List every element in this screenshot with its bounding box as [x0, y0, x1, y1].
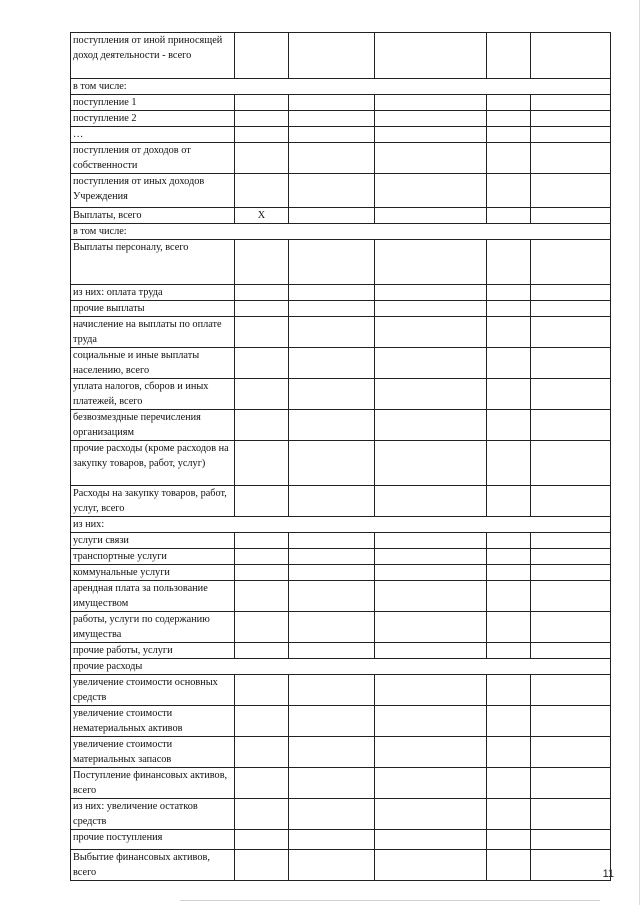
section-label: в том числе: — [71, 79, 611, 95]
value-cell — [487, 486, 531, 517]
value-cell — [531, 486, 611, 517]
value-cell — [487, 285, 531, 301]
value-cell — [487, 675, 531, 706]
table-row — [71, 533, 611, 549]
row-label: увеличение стоимости материальных запасов — [71, 737, 235, 768]
value-cell — [235, 127, 289, 143]
row-label: прочие поступления — [71, 830, 235, 850]
value-cell — [289, 410, 375, 441]
table-section-row — [71, 659, 611, 675]
value-cell — [375, 768, 487, 799]
value-cell — [487, 830, 531, 850]
value-cell — [289, 799, 375, 830]
value-cell — [531, 706, 611, 737]
row-label: поступление 2 — [71, 111, 235, 127]
row-label: … — [71, 127, 235, 143]
value-cell — [289, 441, 375, 486]
value-cell — [487, 706, 531, 737]
value-cell — [375, 581, 487, 612]
table-row — [71, 240, 611, 285]
value-cell — [487, 348, 531, 379]
value-cell — [289, 317, 375, 348]
table-section-row — [71, 517, 611, 533]
value-cell — [235, 675, 289, 706]
table-section-row — [71, 224, 611, 240]
table-row — [71, 317, 611, 348]
row-label: Расходы на закупку товаров, работ, услуг, всего — [71, 486, 235, 517]
value-cell — [375, 549, 487, 565]
value-cell — [289, 830, 375, 850]
value-cell — [289, 706, 375, 737]
value-cell — [487, 410, 531, 441]
value-cell — [235, 768, 289, 799]
value-cell — [289, 612, 375, 643]
value-cell — [487, 127, 531, 143]
table-row — [71, 549, 611, 565]
table-row — [71, 643, 611, 659]
table-row — [71, 441, 611, 486]
row-label: Выплаты, всего — [71, 208, 235, 224]
row-label: прочие работы, услуги — [71, 643, 235, 659]
value-cell — [531, 581, 611, 612]
table-row — [71, 208, 611, 224]
value-cell — [289, 486, 375, 517]
value-cell — [289, 174, 375, 208]
value-cell — [375, 127, 487, 143]
value-cell — [487, 581, 531, 612]
value-cell — [235, 317, 289, 348]
value-cell — [531, 127, 611, 143]
value-cell — [235, 850, 289, 881]
cell-mark: X — [235, 208, 289, 224]
table-row — [71, 768, 611, 799]
value-cell — [289, 301, 375, 317]
value-cell — [235, 549, 289, 565]
row-label: поступления от доходов от собственности — [71, 143, 235, 174]
row-label: увеличение стоимости основных средств — [71, 675, 235, 706]
value-cell — [487, 33, 531, 79]
table-row — [71, 799, 611, 830]
value-cell — [289, 348, 375, 379]
row-label: услуги связи — [71, 533, 235, 549]
value-cell — [289, 675, 375, 706]
value-cell — [531, 33, 611, 79]
row-label: Выплаты персоналу, всего — [71, 240, 235, 285]
value-cell — [375, 348, 487, 379]
value-cell — [531, 612, 611, 643]
value-cell — [289, 565, 375, 581]
value-cell — [289, 285, 375, 301]
section-label: прочие расходы — [71, 659, 611, 675]
value-cell — [531, 240, 611, 285]
value-cell — [375, 799, 487, 830]
value-cell — [487, 850, 531, 881]
section-label: в том числе: — [71, 224, 611, 240]
value-cell — [235, 379, 289, 410]
value-cell — [531, 643, 611, 659]
row-label: безвозмездные перечисления организациям — [71, 410, 235, 441]
table-row — [71, 830, 611, 850]
table-row — [71, 706, 611, 737]
value-cell — [375, 675, 487, 706]
row-label: из них: увеличение остатков средств — [71, 799, 235, 830]
value-cell — [487, 111, 531, 127]
table-body — [71, 33, 611, 881]
table-row — [71, 612, 611, 643]
table-row — [71, 174, 611, 208]
value-cell — [289, 850, 375, 881]
value-cell — [375, 830, 487, 850]
value-cell — [235, 240, 289, 285]
table-row — [71, 410, 611, 441]
value-cell — [531, 174, 611, 208]
value-cell — [235, 143, 289, 174]
value-cell — [235, 830, 289, 850]
value-cell — [235, 581, 289, 612]
section-label: из них: — [71, 517, 611, 533]
value-cell — [531, 675, 611, 706]
value-cell — [487, 208, 531, 224]
value-cell — [235, 33, 289, 79]
value-cell — [375, 95, 487, 111]
value-cell — [289, 581, 375, 612]
value-cell — [375, 174, 487, 208]
table-row — [71, 379, 611, 410]
value-cell — [487, 565, 531, 581]
page-number: 11 — [602, 868, 614, 880]
value-cell — [289, 643, 375, 659]
row-label: Поступление финансовых активов, всего — [71, 768, 235, 799]
value-cell — [531, 441, 611, 486]
value-cell — [531, 737, 611, 768]
value-cell — [375, 565, 487, 581]
table-row — [71, 486, 611, 517]
value-cell — [289, 143, 375, 174]
row-label: поступления от иных доходов Учреждения — [71, 174, 235, 208]
table-row — [71, 850, 611, 881]
value-cell — [375, 533, 487, 549]
table-row — [71, 348, 611, 379]
value-cell — [235, 174, 289, 208]
value-cell — [235, 301, 289, 317]
value-cell — [289, 768, 375, 799]
value-cell — [487, 240, 531, 285]
value-cell — [375, 33, 487, 79]
value-cell — [289, 533, 375, 549]
scan-bottom-rule — [180, 900, 600, 901]
table-row — [71, 33, 611, 79]
value-cell — [235, 533, 289, 549]
value-cell — [235, 111, 289, 127]
value-cell — [235, 565, 289, 581]
value-cell — [235, 706, 289, 737]
financial-plan-table — [70, 32, 611, 881]
row-label: поступление 1 — [71, 95, 235, 111]
table-row — [71, 301, 611, 317]
value-cell — [531, 301, 611, 317]
value-cell — [289, 127, 375, 143]
value-cell — [235, 348, 289, 379]
value-cell — [235, 441, 289, 486]
value-cell — [289, 240, 375, 285]
row-label: прочие расходы (кроме расходов на закупку товаров, работ, услуг) — [71, 441, 235, 486]
value-cell — [375, 612, 487, 643]
table-row — [71, 737, 611, 768]
value-cell — [531, 143, 611, 174]
value-cell — [531, 379, 611, 410]
value-cell — [375, 441, 487, 486]
value-cell — [235, 643, 289, 659]
value-cell — [289, 737, 375, 768]
value-cell — [375, 285, 487, 301]
value-cell — [531, 830, 611, 850]
value-cell — [289, 549, 375, 565]
value-cell — [487, 612, 531, 643]
value-cell — [531, 285, 611, 301]
value-cell — [375, 379, 487, 410]
table-row — [71, 95, 611, 111]
value-cell — [487, 799, 531, 830]
row-label: социальные и иные выплаты населению, всего — [71, 348, 235, 379]
value-cell — [531, 768, 611, 799]
row-label: прочие выплаты — [71, 301, 235, 317]
row-label: транспортные услуги — [71, 549, 235, 565]
table-section-row — [71, 79, 611, 95]
value-cell — [375, 143, 487, 174]
value-cell — [289, 111, 375, 127]
value-cell — [531, 565, 611, 581]
value-cell — [487, 643, 531, 659]
table-row — [71, 127, 611, 143]
table-row — [71, 565, 611, 581]
table-row — [71, 581, 611, 612]
value-cell — [235, 737, 289, 768]
value-cell — [375, 486, 487, 517]
value-cell — [375, 111, 487, 127]
row-label: из них: оплата труда — [71, 285, 235, 301]
value-cell — [487, 379, 531, 410]
value-cell — [375, 301, 487, 317]
value-cell — [487, 301, 531, 317]
value-cell — [531, 95, 611, 111]
value-cell — [289, 379, 375, 410]
row-label: работы, услуги по содержанию имущества — [71, 612, 235, 643]
value-cell — [487, 533, 531, 549]
row-label: увеличение стоимости нематериальных активов — [71, 706, 235, 737]
value-cell — [531, 549, 611, 565]
value-cell — [375, 643, 487, 659]
row-label: Выбытие финансовых активов, всего — [71, 850, 235, 881]
value-cell — [235, 486, 289, 517]
value-cell — [289, 95, 375, 111]
value-cell — [487, 737, 531, 768]
value-cell — [531, 208, 611, 224]
value-cell — [375, 317, 487, 348]
row-label: начисление на выплаты по оплате труда — [71, 317, 235, 348]
value-cell — [375, 240, 487, 285]
value-cell — [531, 111, 611, 127]
value-cell — [487, 174, 531, 208]
value-cell — [487, 143, 531, 174]
value-cell — [487, 317, 531, 348]
value-cell — [235, 612, 289, 643]
value-cell — [289, 33, 375, 79]
table-row — [71, 111, 611, 127]
value-cell — [531, 533, 611, 549]
value-cell — [289, 208, 375, 224]
row-label: поступления от иной приносящей доход деятельности - всего — [71, 33, 235, 79]
value-cell — [235, 285, 289, 301]
value-cell — [531, 799, 611, 830]
row-label: арендная плата за пользование имуществом — [71, 581, 235, 612]
value-cell — [531, 410, 611, 441]
value-cell — [487, 768, 531, 799]
value-cell — [487, 95, 531, 111]
value-cell — [487, 441, 531, 486]
row-label: коммунальные услуги — [71, 565, 235, 581]
value-cell — [235, 410, 289, 441]
value-cell — [487, 549, 531, 565]
row-label: уплата налогов, сборов и иных платежей, всего — [71, 379, 235, 410]
value-cell — [375, 706, 487, 737]
value-cell — [375, 208, 487, 224]
table-row — [71, 143, 611, 174]
table-row — [71, 285, 611, 301]
value-cell — [531, 348, 611, 379]
value-cell — [375, 410, 487, 441]
value-cell — [235, 95, 289, 111]
value-cell — [375, 737, 487, 768]
value-cell — [235, 799, 289, 830]
value-cell — [375, 850, 487, 881]
value-cell — [531, 317, 611, 348]
table-row — [71, 675, 611, 706]
